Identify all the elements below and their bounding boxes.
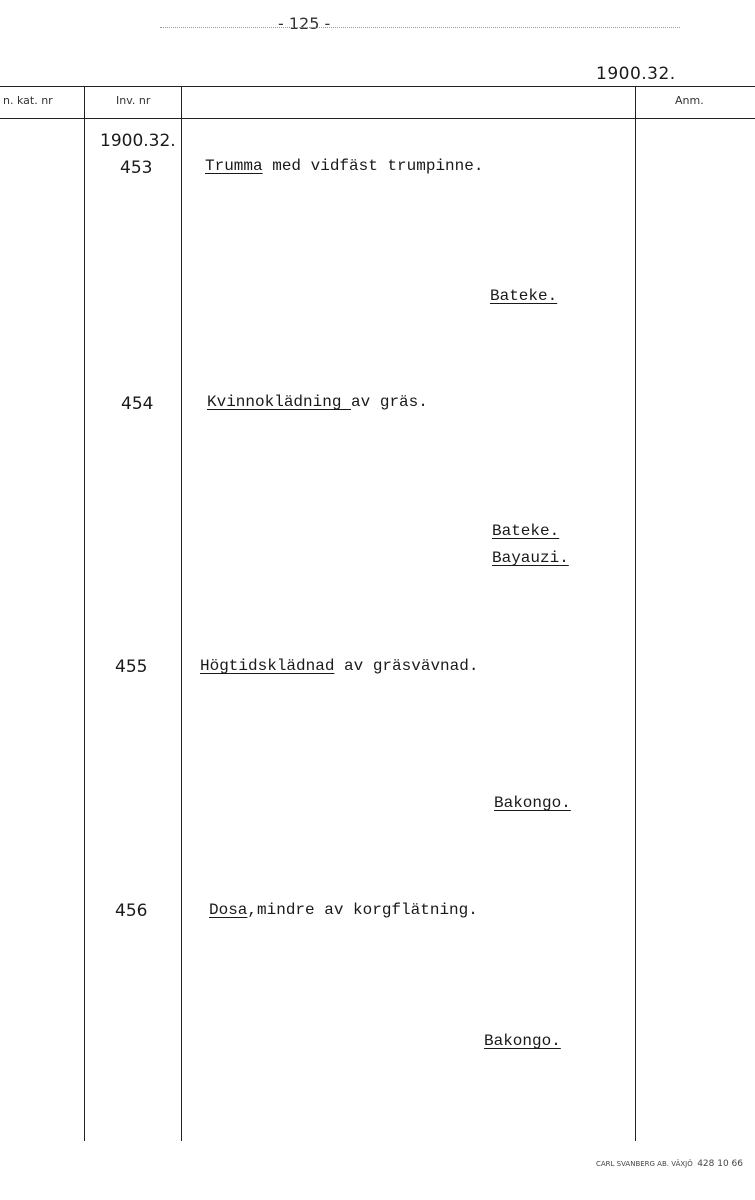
entry-description	[205, 157, 483, 175]
header-anm: Anm.	[675, 94, 704, 107]
column-divider-3	[635, 86, 636, 1141]
entry-description	[200, 657, 478, 675]
entry-inv-no: 456	[115, 901, 148, 921]
entry-origin: Bateke.	[492, 522, 560, 540]
entry-inv-no: 455	[115, 657, 148, 677]
entry-inv-no: 453	[120, 158, 153, 178]
entry-item-name: Högtidsklädnad	[200, 657, 335, 675]
entry-item-rest: ,mindre av korgflätning.	[247, 901, 478, 919]
header-kat-nr: n. kat. nr	[3, 94, 53, 107]
column-divider-2	[181, 86, 182, 1141]
header-inv-nr: Inv. nr	[116, 94, 151, 107]
printer-imprint	[596, 1159, 743, 1169]
entry-item-name: Dosa	[209, 901, 248, 919]
page-number-rule	[160, 27, 680, 28]
entry-item-rest: av gräsvävnad.	[334, 657, 479, 675]
entry-description	[207, 393, 428, 411]
printer-name: CARL SVANBERG AB. VÄXJÖ	[595, 1160, 693, 1168]
page-number: - 125 -	[278, 14, 331, 33]
entry-origin-secondary: Bayauzi.	[492, 549, 569, 567]
entry-series: 1900.32.	[100, 131, 176, 151]
form-code: 428 10 66	[697, 1159, 743, 1169]
entry-origin: Bateke.	[490, 287, 558, 305]
entry-inv-no: 454	[121, 394, 154, 414]
table-header-rule	[0, 118, 755, 119]
table-top-rule	[0, 86, 755, 87]
entry-item-name: Trumma	[205, 157, 263, 175]
entry-description	[209, 901, 478, 919]
entry-origin: Bakongo.	[484, 1032, 561, 1050]
series-label: 1900.32.	[596, 64, 676, 84]
column-divider-1	[84, 86, 85, 1141]
entry-item-rest: med vidfäst trumpinne.	[262, 157, 484, 175]
entry-item-rest: av gräs.	[351, 393, 428, 411]
entry-origin: Bakongo.	[494, 794, 571, 812]
entry-item-name: Kvinnoklädning	[207, 393, 352, 411]
